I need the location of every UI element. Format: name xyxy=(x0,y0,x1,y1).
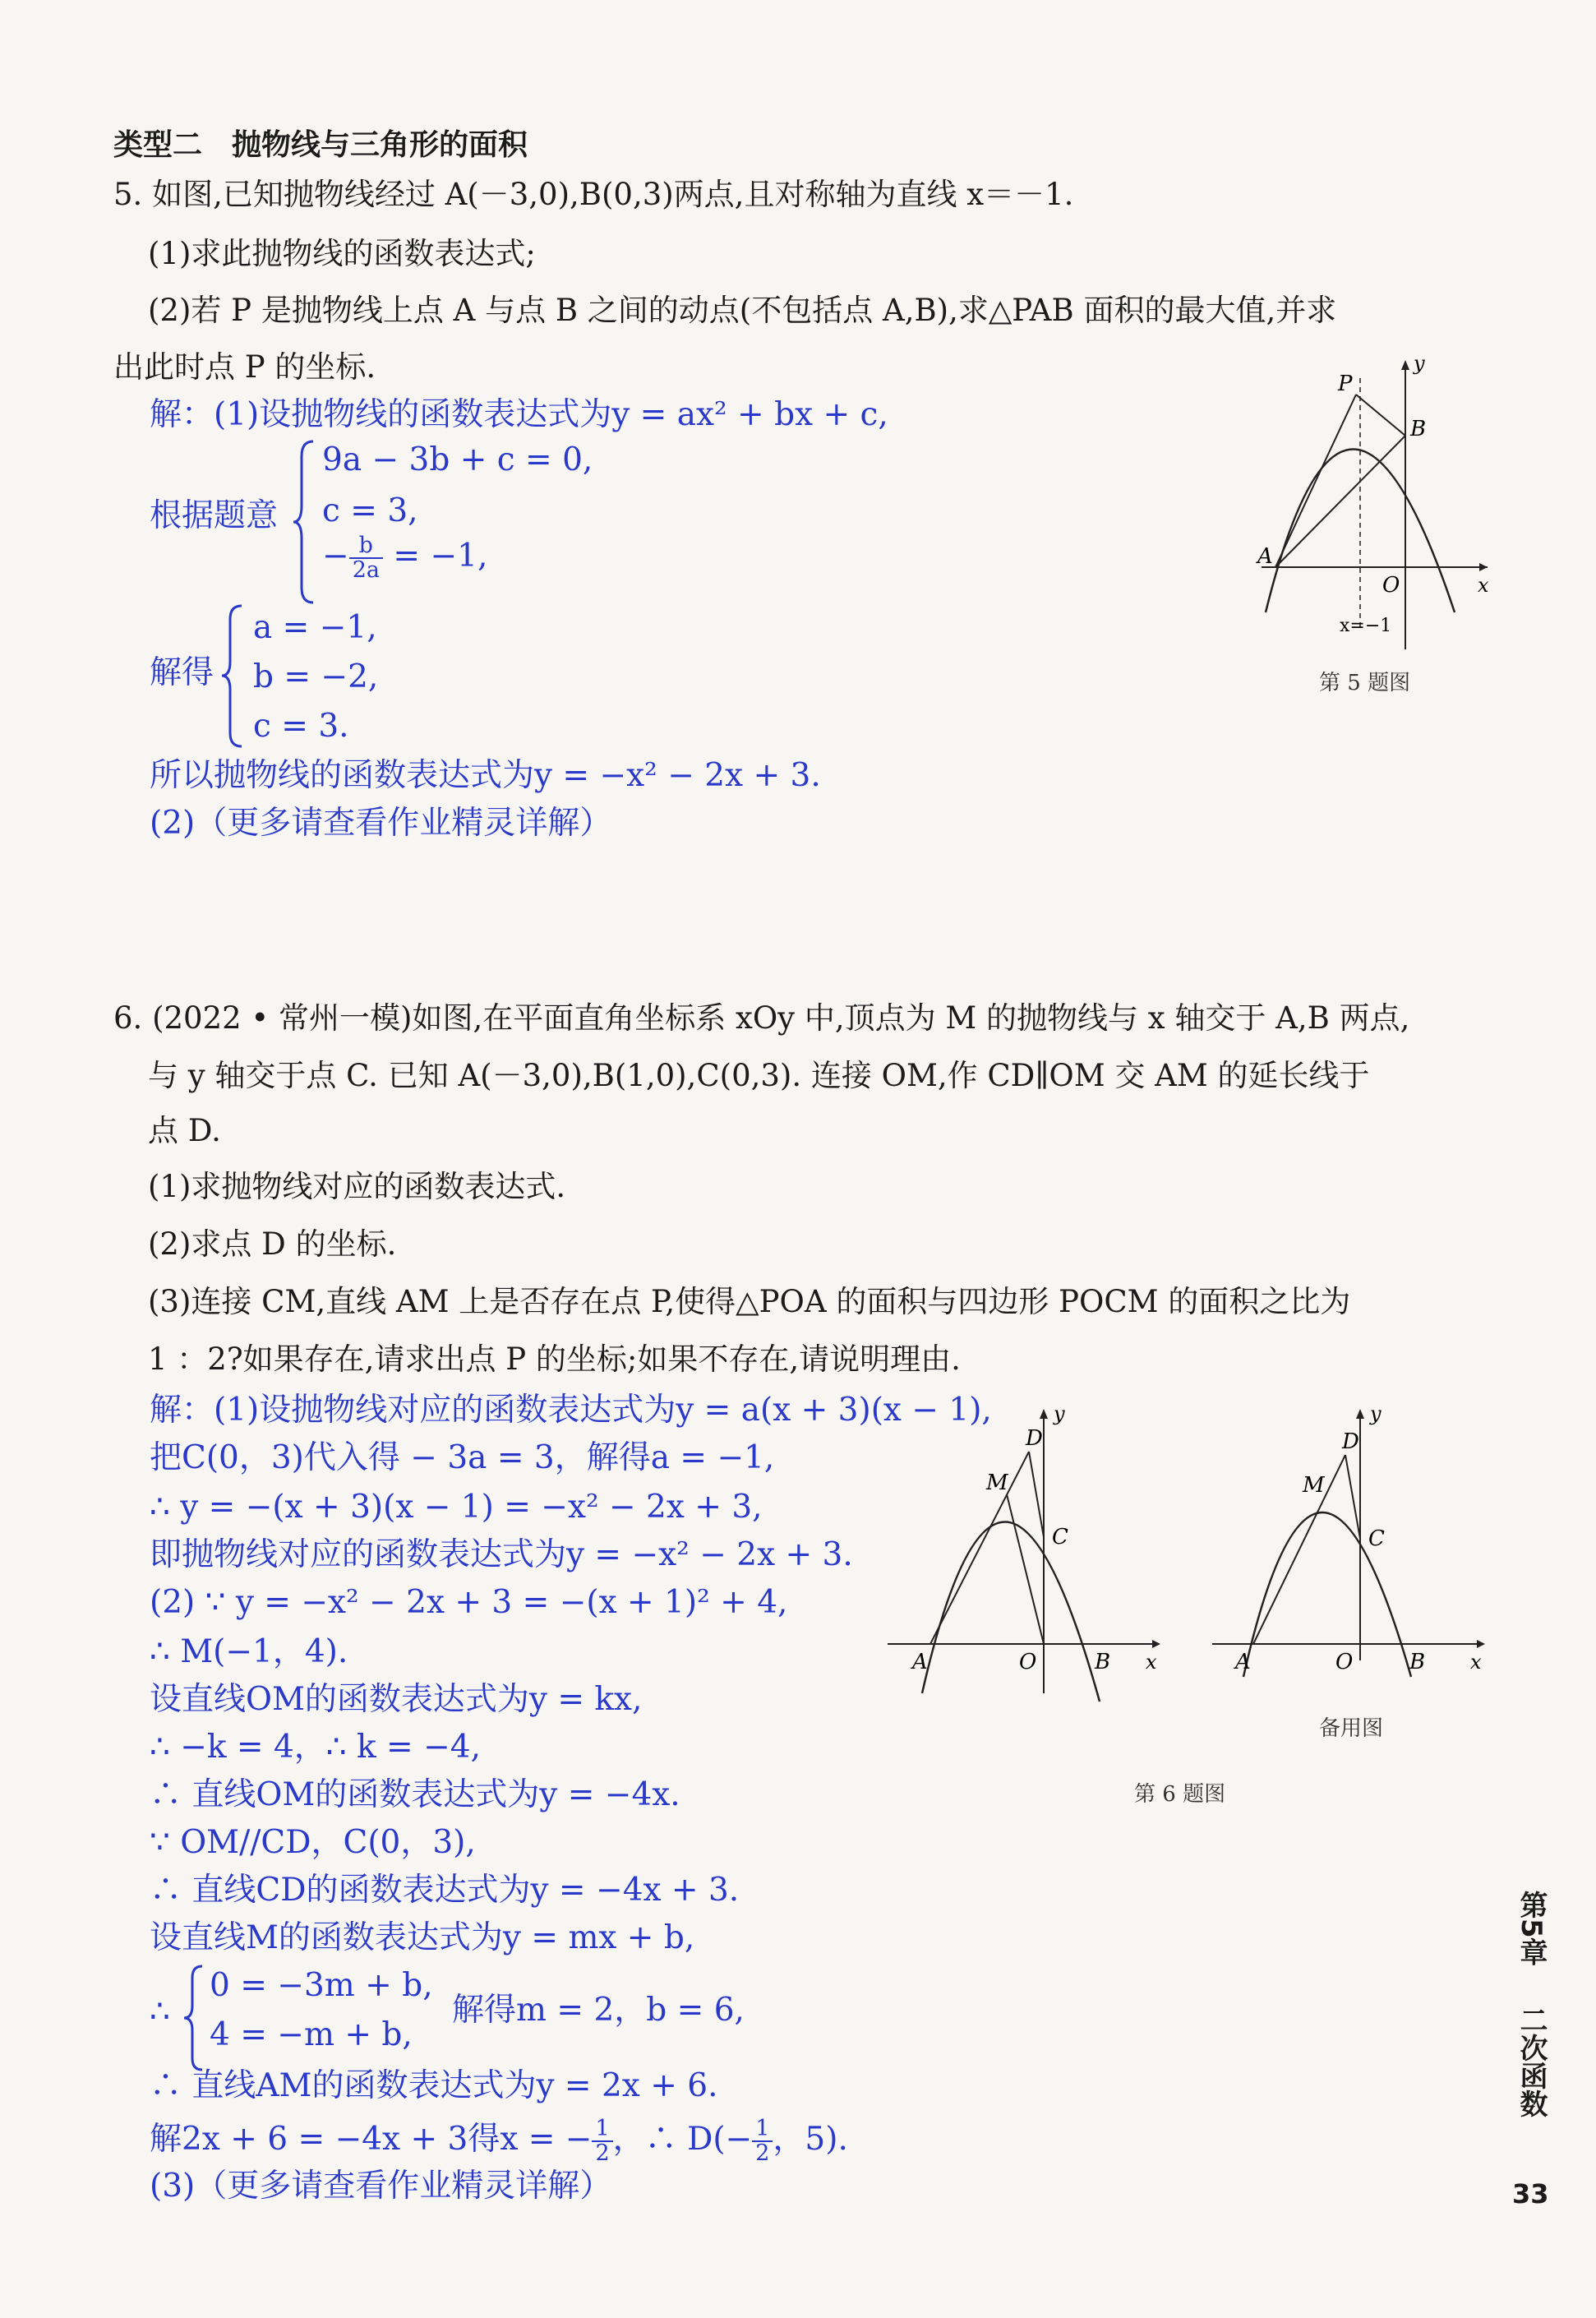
q6-spare-label-B: B xyxy=(1409,1650,1426,1674)
q5-sol-solved: 解得 xyxy=(150,654,214,691)
q6-label-D: D xyxy=(1026,1426,1043,1451)
q5-label-B: B xyxy=(1410,417,1427,441)
q5-sys2-c: c = 3. xyxy=(253,708,349,745)
side-tab-chapter xyxy=(1512,1891,1550,1966)
q6-spare-parabola xyxy=(1243,1512,1411,1677)
q6-spare-label-x: x xyxy=(1470,1651,1482,1674)
q6-sys-eq1: 0 = −3m + b, xyxy=(210,1967,433,2004)
q6-l14-part-b: ，∴ D(− xyxy=(612,2121,753,2158)
q5-part1: (1)求此抛物线的函数表达式; xyxy=(148,236,536,271)
q5-sys1-frac-den: 2a xyxy=(352,557,380,583)
q6-x-arrow xyxy=(1152,1640,1160,1648)
q6-part3-line2: 1 ：2?如果存在,请求出点 P 的坐标;如果不存在,请说明理由. xyxy=(148,1341,961,1377)
q6-spare-y-arrow xyxy=(1356,1409,1364,1419)
q6-stem-line1: 6. (2022 • 常州一模)如图,在平面直角坐标系 xOy 中,顶点为 M 的抛物线与 x 轴交于 A,B 两点, xyxy=(113,1000,1410,1036)
q6-sys-eq2: 4 = −m + b, xyxy=(210,2016,413,2053)
q5-segment-PB xyxy=(1356,395,1405,436)
q6-l14-frac2-den: 2 xyxy=(755,2140,770,2166)
q5-sol-more: (2)（更多请查看作业精灵详解） xyxy=(150,805,612,842)
section-heading: 类型二 抛物线与三角形的面积 xyxy=(113,128,528,162)
q6-spare-label-C: C xyxy=(1368,1526,1385,1551)
q6-figure-spare xyxy=(1204,1397,1500,1674)
q5-y-arrow xyxy=(1401,360,1409,370)
q5-label-A: A xyxy=(1257,544,1273,569)
q6-sol-l12: 设直线M的函数表达式为y = mx + b, xyxy=(150,1919,695,1956)
q6-label-O: O xyxy=(1019,1650,1037,1674)
q6-sol-l10: ∵ OM//CD，C(0，3), xyxy=(150,1824,476,1861)
q6-l14-part-c: ，5). xyxy=(773,2121,848,2158)
q5-sys1-eq2: c = 3, xyxy=(322,492,418,529)
q6-spare-label-O: O xyxy=(1335,1650,1354,1674)
q6-label-C: C xyxy=(1052,1525,1068,1549)
q5-label-axis: x=−1 xyxy=(1340,616,1392,636)
q6-spare-x-arrow xyxy=(1477,1640,1485,1648)
q6-y-arrow xyxy=(1040,1409,1048,1419)
q6-sol-l6: ∴ M(−1，4). xyxy=(150,1633,348,1670)
q6-spare-label-D: D xyxy=(1342,1429,1359,1454)
q5-figure xyxy=(1241,345,1504,649)
q6-label-y: y xyxy=(1054,1402,1065,1425)
q6-stem-line2: 与 y 轴交于点 C. 已知 A(－3,0),B(1,0),C(0,3). 连接 OM,作 CD∥OM 交 AM 的延长线于 xyxy=(148,1058,1370,1093)
q6-label-M: M xyxy=(986,1471,1008,1495)
q6-part3-line1: (3)连接 CM,直线 AM 上是否存在点 P,使得△POA 的面积与四边形 POCM 的面积之比为 xyxy=(148,1284,1351,1319)
q5-segment-AP xyxy=(1275,395,1356,567)
q6-part1: (1)求抛物线对应的函数表达式. xyxy=(148,1169,566,1204)
q6-sol-l5: (2) ∵ y = −x² − 2x + 3 = −(x + 1)² + 4, xyxy=(150,1584,788,1621)
q6-sol-l7: 设直线OM的函数表达式为y = kx, xyxy=(150,1681,643,1718)
q5-label-P: P xyxy=(1338,372,1353,396)
q6-parabola xyxy=(922,1521,1100,1702)
side-tab-title-text: 二次函数 xyxy=(1515,2006,1548,2117)
q6-sol-l2: 把C(0，3)代入得 − 3a = 3，解得a = −1, xyxy=(150,1439,775,1476)
q6-l14-frac1-num: 1 xyxy=(592,2117,612,2142)
q6-l14-frac1 xyxy=(592,2117,612,2165)
q6-sol-l4: 即抛物线对应的函数表达式为y = −x² − 2x + 3. xyxy=(150,1536,853,1573)
q6-sol-l1: 解：(1)设抛物线对应的函数表达式为y = a(x + 3)(x − 1), xyxy=(150,1392,992,1429)
side-tab-title xyxy=(1512,2006,1550,2117)
q6-l14-frac1-den: 2 xyxy=(595,2140,610,2166)
q5-label-x: x xyxy=(1478,574,1489,597)
q6-figure-main xyxy=(879,1397,1175,1710)
q5-sys1-tail: = −1, xyxy=(393,538,488,575)
q5-label-y: y xyxy=(1414,352,1425,375)
q6-sol-l3: ∴ y = −(x + 3)(x − 1) = −x² − 2x + 3, xyxy=(150,1489,763,1526)
q5-sys1-fraction xyxy=(349,534,383,582)
side-tab-chapter-text: 第5章 xyxy=(1515,1891,1548,1966)
q6-line-AD xyxy=(930,1452,1029,1644)
q6-spare-label-M: M xyxy=(1303,1473,1325,1498)
q5-x-arrow xyxy=(1479,563,1488,571)
q6-sol-therefore: ∴ xyxy=(150,1993,170,2030)
q5-part2-line2: 出此时点 P 的坐标. xyxy=(113,349,376,385)
q6-sol-l11: ∴ 直线CD的函数表达式为y = −4x + 3. xyxy=(150,1872,740,1909)
q6-spare-label-y: y xyxy=(1370,1402,1382,1425)
q5-brace-2 xyxy=(220,604,245,748)
q6-sys-result: 解得m = 2，b = 6, xyxy=(452,1992,745,2029)
q6-l14-part-a: 解2x + 6 = −4x + 3得x = − xyxy=(150,2121,593,2158)
q5-sys2-a: a = −1, xyxy=(253,609,377,646)
q6-sol-l13: ∴ 直线AM的函数表达式为y = 2x + 6. xyxy=(150,2067,718,2104)
q6-part2: (2)求点 D 的坐标. xyxy=(148,1226,397,1262)
q5-brace-1 xyxy=(292,440,316,604)
page-number: 33 xyxy=(1512,2178,1549,2209)
q6-l14-frac2-num: 1 xyxy=(752,2117,773,2142)
q6-spare-line-AD xyxy=(1253,1455,1345,1644)
q5-sol-conclusion: 所以抛物线的函数表达式为y = −x² − 2x + 3. xyxy=(150,757,821,794)
q5-sys1-minus: − xyxy=(322,538,349,575)
q5-segment-AB xyxy=(1275,436,1405,567)
q5-sol-by-problem: 根据题意 xyxy=(150,497,279,534)
q6-sol-l14 xyxy=(150,2117,848,2165)
q5-sys2-b: b = −2, xyxy=(253,658,379,695)
q6-sol-more: (3)（更多请查看作业精灵详解） xyxy=(150,2168,612,2205)
q6-label-A: A xyxy=(912,1650,928,1674)
q6-sol-l9: ∴ 直线OM的函数表达式为y = −4x. xyxy=(150,1776,680,1813)
q6-label-B: B xyxy=(1095,1650,1111,1674)
q5-stem: 5. 如图,已知抛物线经过 A(－3,0),B(0,3)两点,且对称轴为直线 x＝－1. xyxy=(113,177,1074,212)
q6-l14-frac2 xyxy=(752,2117,773,2165)
q6-line-OM xyxy=(1007,1494,1044,1644)
q6-brace xyxy=(182,1965,205,2071)
q5-figure-caption: 第 5 题图 xyxy=(1319,671,1411,695)
q5-sol-line1: 解：(1)设抛物线的函数表达式为y = ax² + bx + c, xyxy=(150,396,888,433)
q5-sys1-eq3 xyxy=(322,534,487,582)
q6-spare-caption: 备用图 xyxy=(1319,1716,1384,1741)
q5-sys1-frac-num: b xyxy=(349,534,383,559)
q6-figure-caption: 第 6 题图 xyxy=(1134,1782,1226,1807)
q6-label-x: x xyxy=(1146,1651,1157,1674)
q6-line-DC xyxy=(1029,1452,1044,1537)
q6-sol-l8: ∴ −k = 4，∴ k = −4, xyxy=(150,1729,482,1766)
q6-spare-label-A: A xyxy=(1235,1650,1251,1674)
q5-part2-line1: (2)若 P 是抛物线上点 A 与点 B 之间的动点(不包括点 A,B),求△PAB 面积的最大值,并求 xyxy=(148,293,1337,328)
q5-sys1-eq1: 9a − 3b + c = 0, xyxy=(322,441,593,478)
q5-label-O: O xyxy=(1382,573,1400,598)
q6-stem-line3: 点 D. xyxy=(148,1113,221,1148)
